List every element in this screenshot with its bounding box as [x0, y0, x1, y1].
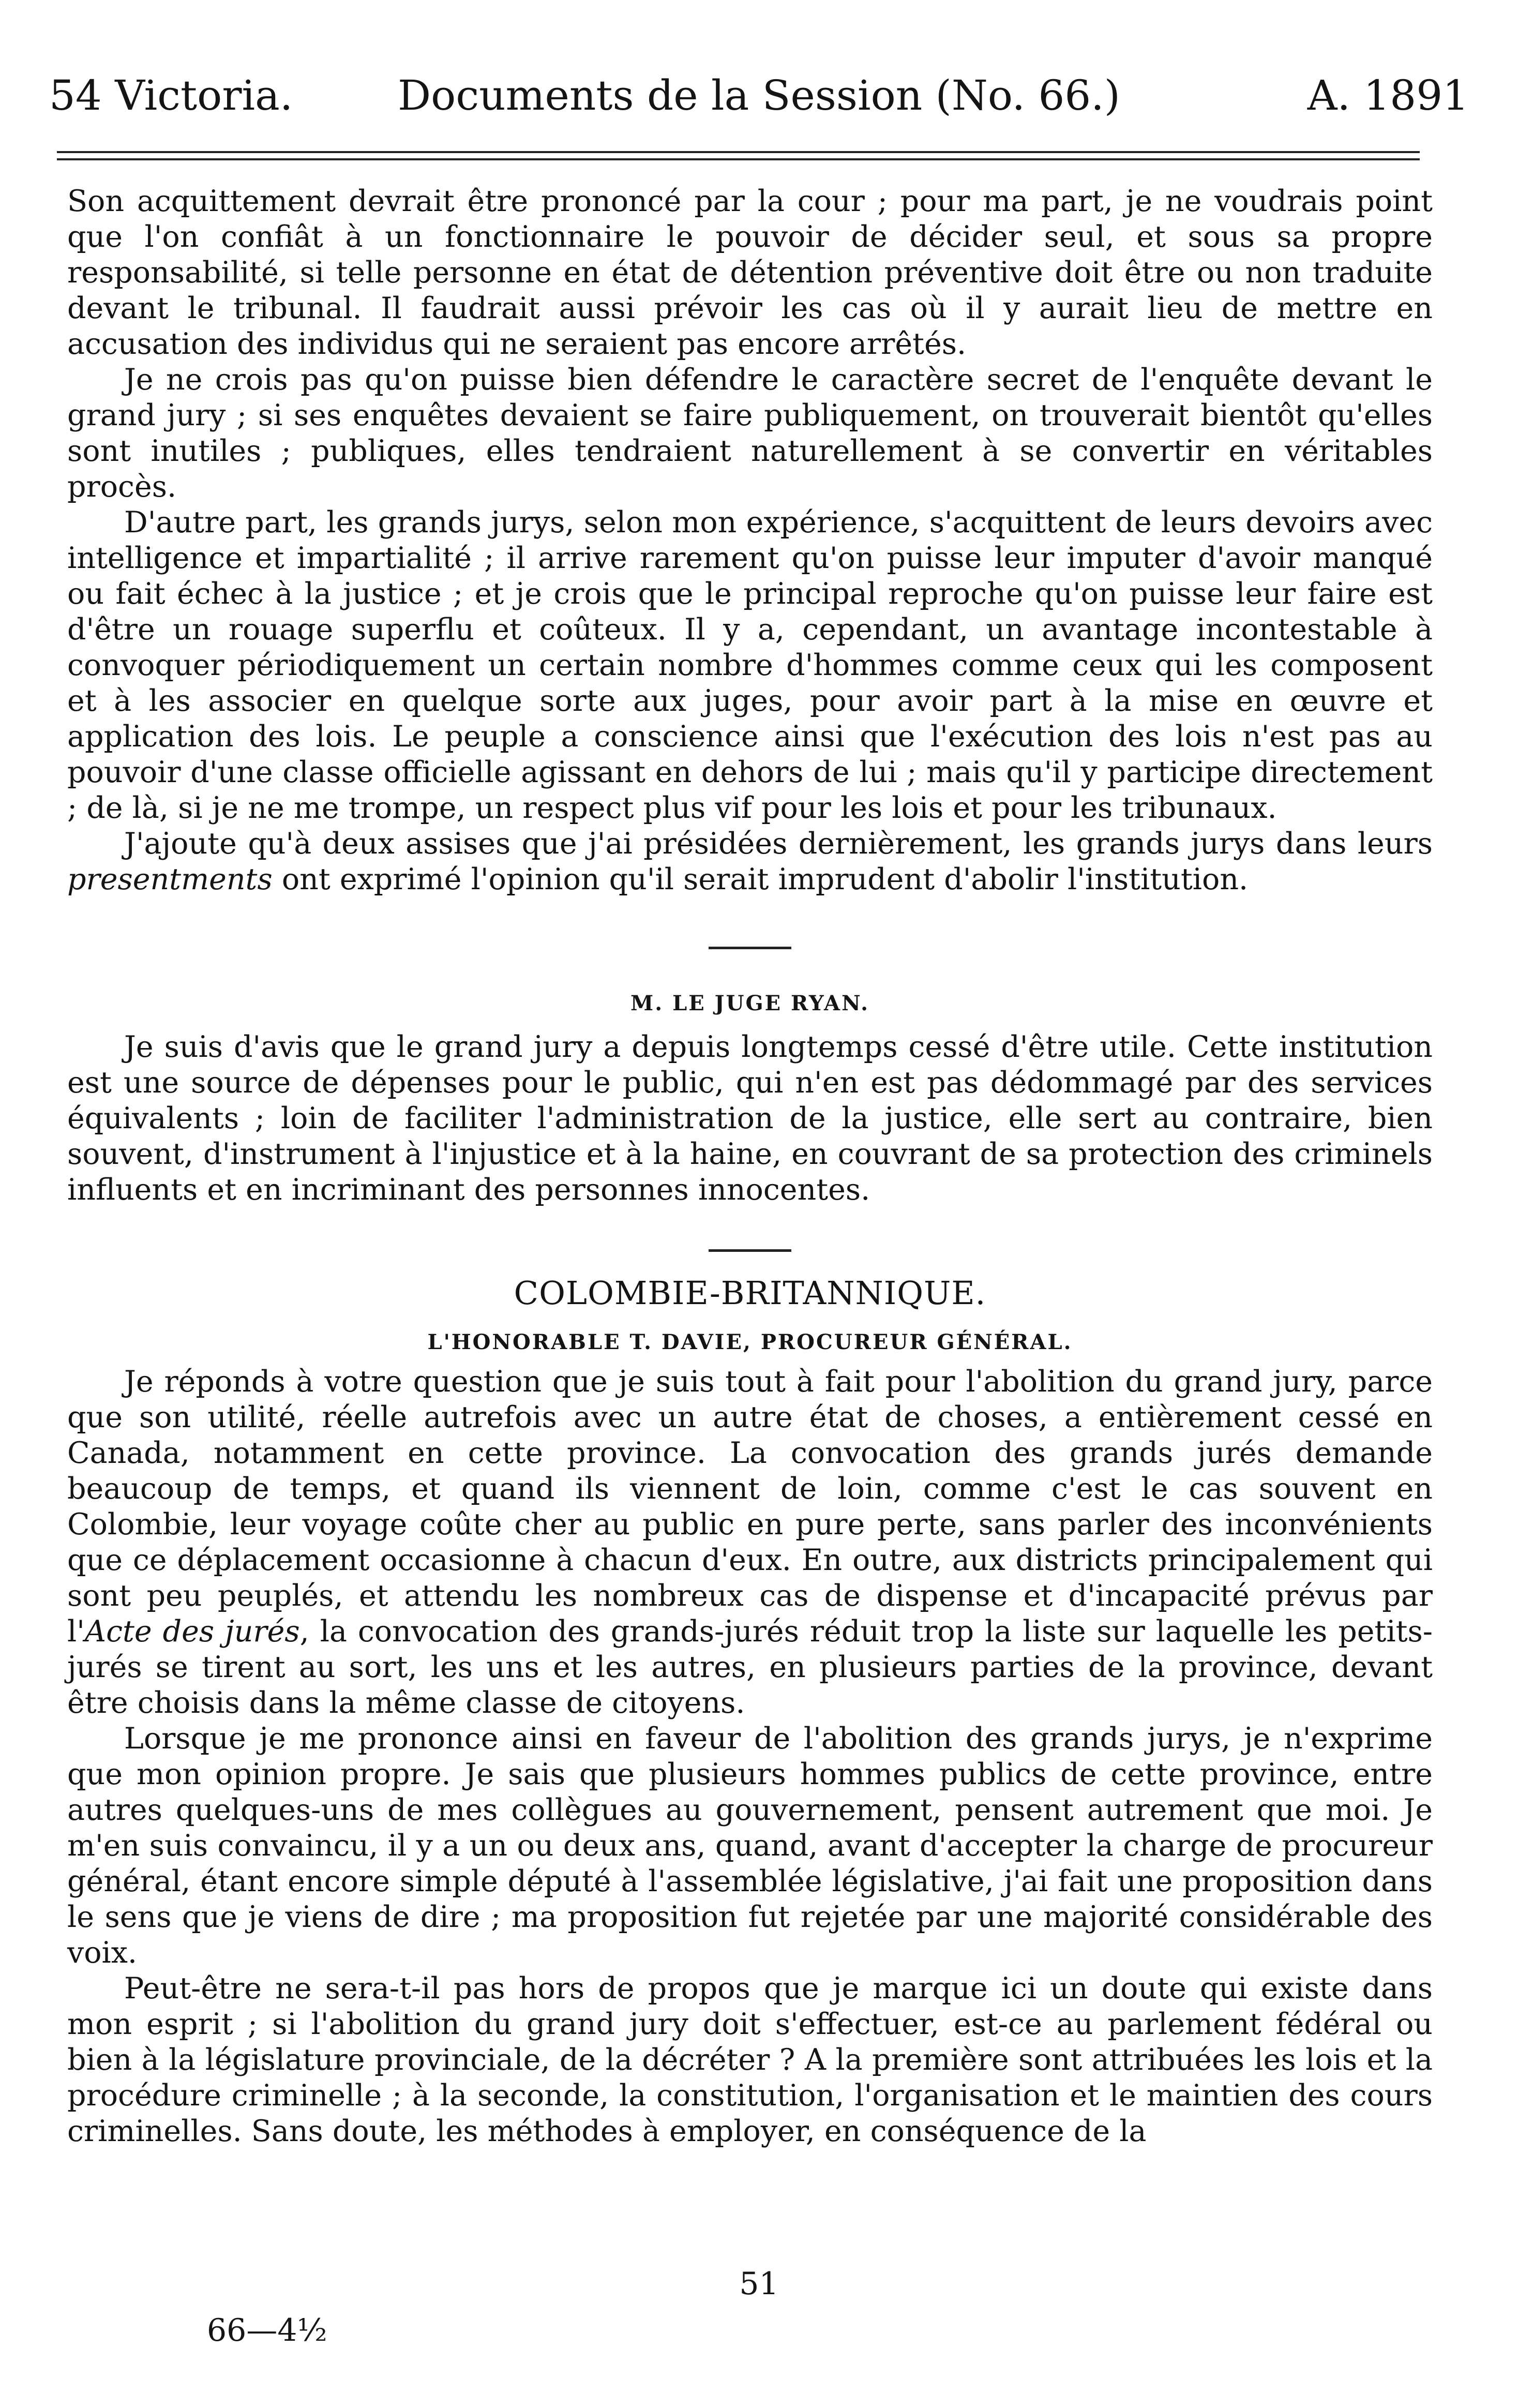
- paragraph-continuation: Son acquittement devrait être prononcé par la cour ; pour ma part, je ne voudrais point que l'on confiât à un fonctionnaire le pouvoir de décider seul, et sous sa propre responsabilité, si telle personne en état de détention préventive doit être ou non traduite devant le tribunal. Il faudrait aussi prévoir les cas où il y aurait lieu de mettre en accusation des individus qui ne seraient pas encore arrêtés.: [67, 184, 1433, 361]
- paragraph-davie-1: [67, 1364, 1433, 1721]
- paragraph-secret-inquiry: Je ne crois pas qu'on puisse bien défendre le caractère secret de l'enquête devant le grand jury ; si ses enquêtes devaient se faire publiquement, on trouverait bientôt qu'elles sont inutiles ; publiques, elles tendraient naturellement à se convertir en véritables procès.: [67, 363, 1433, 504]
- header-year: A. 1891: [1307, 71, 1469, 119]
- presentments-italic: presentments: [67, 862, 273, 896]
- ryan-heading: M. LE JUGE RYAN.: [630, 991, 870, 1015]
- paragraph-presentments: [67, 826, 1433, 898]
- header-double-rule: [57, 151, 1420, 160]
- presentments-after: ont exprimé l'opinion qu'il serait imprudent d'abolir l'institution.: [272, 862, 1249, 896]
- paragraph-davie-2: Lorsque je me prononce ainsi en faveur de l'abolition des grands jurys, je n'exprime que mon opinion propre. Je sais que plusieurs hommes publics de cette province, entre autres quelques-uns de mes collègues au gouvernement, pensent autrement que moi. Je m'en suis convaincu, il y a un ou deux ans, quand, avant d'accepter la charge de procureur général, étant encore simple député à l'assemblée législative, j'ai fait une proposition dans le sens que je viens de dire ; ma proposition fut rejetée par une majorité considérable des voix.: [67, 1722, 1433, 1970]
- paragraph-davie-3: Peut-être ne sera-t-il pas hors de propos que je marque ici un doute qui existe dans mon esprit ; si l'abolition du grand jury doit s'effectuer, est-ce au parlement fédéral ou bien à la législature provinciale, de la décréter ? A la première sont attribuées les lois et la procédure criminelle ; à la seconde, la constitution, l'organisation et le maintien des cours criminelles. Sans doute, les méthodes à employer, en conséquence de la: [67, 1971, 1433, 2148]
- paragraph-ryan: Je suis d'avis que le grand jury a depuis longtemps cessé d'être utile. Cette institution est une source de dépenses pour le public, qui n'en est pas dédommagé par des services équivalents ; loin de faciliter l'administration de la justice, elle sert au contraire, bien souvent, d'instrument à l'injustice et à la haine, en couvrant de sa protection des criminels influents et en incriminant des personnes innocentes.: [67, 1030, 1433, 1207]
- davie-1-before: Je réponds à votre question que je suis tout à fait pour l'abolition du grand jury, parce que son utilité, réelle autrefois avec un autre état de choses, a entièrement cessé en Canada, notamment en cette province. La convocation des grands jurés demande beaucoup de temps, et quand ils viennent de loin, comme c'est le cas souvent en Colombie, leur voyage coûte cher au public en pure perte, sans parler des inconvénients que ce déplacement occasionne à chacun d'eux. En outre, aux districts principalement qui sont peu peuplés, et attendu les nombreux cas de dispense et d'incapacité prévus par l': [67, 1365, 1433, 1649]
- page-number: 51: [739, 2266, 779, 2302]
- section-title-colombie-britannique: COLOMBIE-BRITANNIQUE.: [514, 1274, 986, 1312]
- page-header: [49, 67, 1469, 124]
- davie-heading: L'HONORABLE T. DAVIE, PROCUREUR GÉNÉRAL.: [427, 1330, 1073, 1354]
- signature-mark: 66—4½: [207, 2312, 327, 2349]
- paragraph-experience: D'autre part, les grands jurys, selon mon expérience, s'acquittent de leurs devoirs avec intelligence et impartialité ; il arrive rarement qu'on puisse leur imputer d'avoir manqué ou fait échec à la justice ; et je crois que le principal reproche qu'on puisse leur faire est d'être un rouage superflu et coûteux. Il y a, cependant, un avantage incontestable à convoquer périodiquement un certain nombre d'hommes comme ceux qui les composent et à les associer en quelque sorte aux juges, pour avoir part à la mise en œuvre et application des lois. Le peuple a conscience ainsi que l'exécution des lois n'est pas au pouvoir d'une classe officielle agissant en dehors de lui ; mais qu'il y participe directement ; de là, si je ne me trompe, un respect plus vif pour les lois et pour les tribunaux.: [67, 505, 1433, 825]
- davie-1-italic: Acte des jurés: [84, 1614, 300, 1649]
- davie-1-after: , la convocation des grands-jurés réduit trop la liste sur laquelle les petits-jurés se tirent au sort, les uns et les autres, en plusieurs parties de la province, devant être choisis dans la même classe de citoyens.: [67, 1614, 1433, 1720]
- header-document-title: Documents de la Session (No. 66.): [398, 71, 1120, 119]
- header-session-year: 54 Victoria.: [49, 71, 293, 119]
- page-body: [67, 184, 1433, 2149]
- presentments-before: J'ajoute qu'à deux assises que j'ai présidées dernièrement, les grands jurys dans leurs: [124, 827, 1433, 861]
